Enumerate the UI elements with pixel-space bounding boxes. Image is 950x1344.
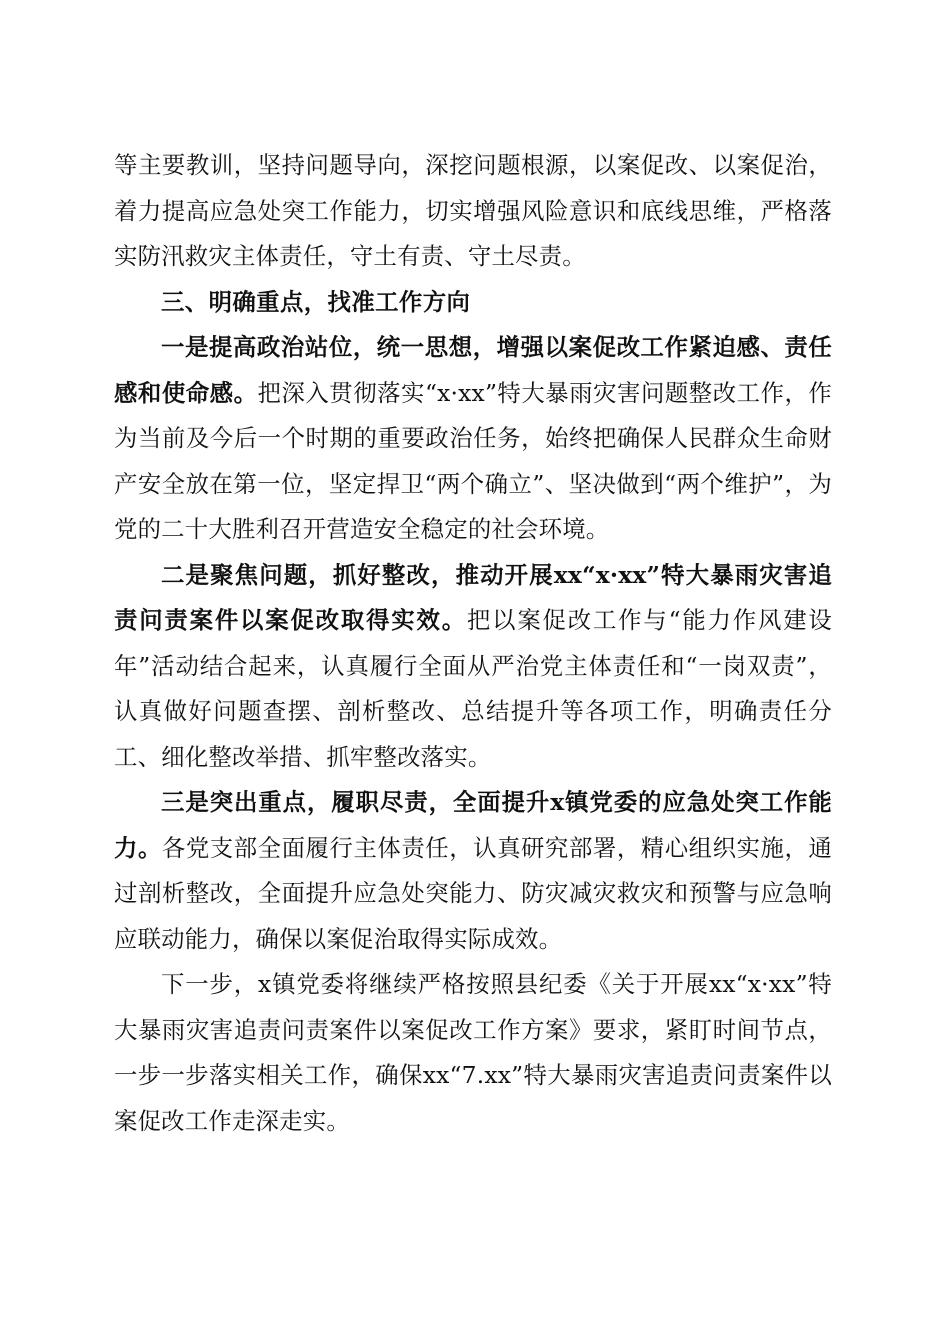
- paragraph-point-two: [114, 553, 832, 781]
- paragraph-text: 各党支部全面履行主体责任，认真研究部署，精心组织实施，通过剖析整改，全面提升应急处突能力、防灾减灾救灾和预警与应急响应联动能力，确保以案促治取得实际成效。: [114, 833, 832, 953]
- paragraph-point-one: [114, 325, 832, 553]
- paragraph-lead: 二是聚焦问题，抓好整改，推动开展xx“x·xx”特大暴雨灾害追责问责案件以案促改取得实效。: [114, 560, 832, 634]
- paragraph-lead: 一是提高政治站位，统一思想，增强以案促改工作紧迫感、责任感和使命感。: [114, 333, 832, 407]
- paragraph-text: 等主要教训，坚持问题导向，深挖问题根源，以案促改、以案促治，着力提高应急处突工作能力，切实增强风险意识和底线思维，严格落实防汛救灾主体责任，守土有责、守土尽责。: [114, 151, 832, 270]
- paragraph-lead: 三是突出重点，履职尽责，全面提升x镇党委的应急处突工作能力。: [114, 788, 832, 862]
- paragraph-point-three: [114, 780, 832, 962]
- paragraph-continuation: [114, 143, 832, 280]
- paragraph-text: 下一步，x镇党委将继续严格按照县纪委《关于开展xx“x·xx”特大暴雨灾害追责问责案件以案促改工作方案》要求，紧盯时间节点，一步一步落实相关工作，确保xx“7.xx”特大暴雨灾害追责问责案件以案促改工作走深走实。: [114, 970, 832, 1135]
- document-body: [114, 143, 832, 1144]
- paragraph-text: 把深入贯彻落实“x·xx”特大暴雨灾害问题整改工作，作为当前及今后一个时期的重要政治任务，始终把确保人民群众生命财产安全放在第一位，坚定捍卫“两个确立”、坚决做到“两个维护”，为党的二十大胜利召开营造安全稳定的社会环境。: [114, 378, 832, 543]
- section-heading: 三、明确重点，找准工作方向: [161, 287, 471, 316]
- paragraph-text: 把以案促改工作与“能力作风建设年”活动结合起来，认真履行全面从严治党主体责任和“一岗双责”，认真做好问题查摆、剖析整改、总结提升等各项工作，明确责任分工、细化整改举措、抓牢整改落实。: [114, 606, 832, 771]
- paragraph-next-steps: [114, 962, 832, 1144]
